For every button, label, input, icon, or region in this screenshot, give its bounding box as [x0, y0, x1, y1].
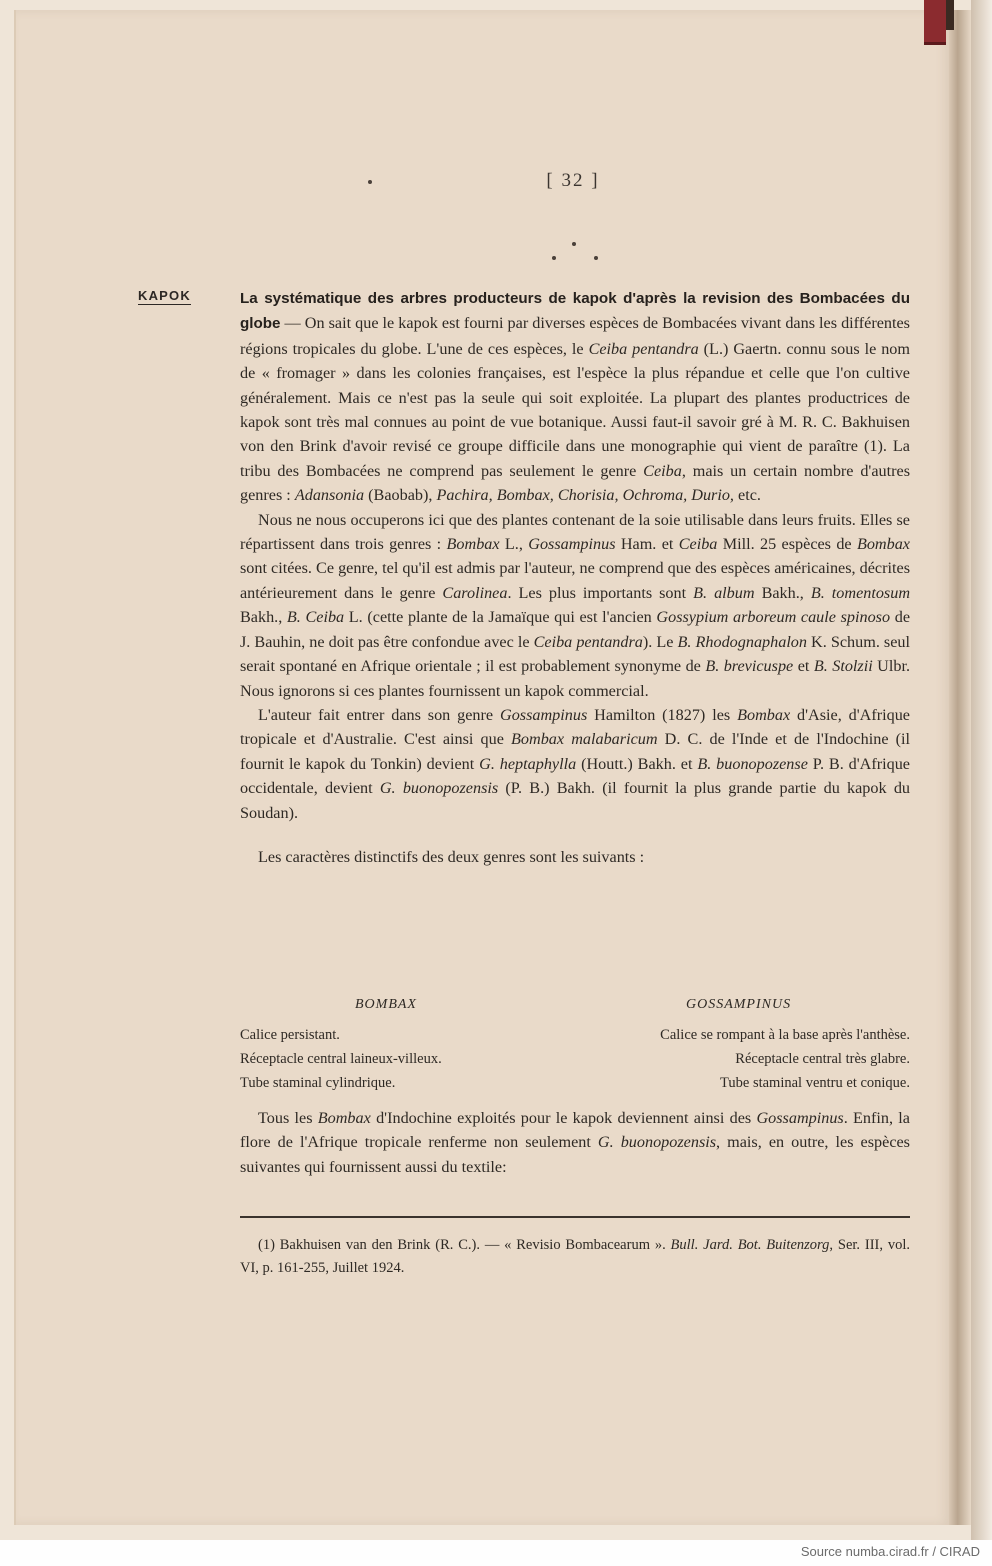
- ornament-dot: [572, 242, 576, 246]
- gossampinus-row: Tube staminal ventru et conique.: [720, 1075, 910, 1091]
- article-heading: La systématique des arbres producteurs de kapok d'après la revision des Bombacées du globe: [240, 290, 910, 333]
- footnote-rule: [240, 1216, 910, 1218]
- bombax-row: Tube staminal cylindrique.: [240, 1075, 396, 1091]
- section-tag: KAPOK: [138, 288, 191, 303]
- page-edge: [949, 10, 971, 1525]
- bookmark-ribbon: [924, 0, 946, 45]
- bookmark-ribbon-shadow: [946, 0, 954, 30]
- ornament-dot: [594, 256, 598, 260]
- bombax-column: [240, 997, 560, 1095]
- bombax-row: Calice persistant.: [240, 1027, 340, 1043]
- source-credit: Source numba.cirad.fr / CIRAD: [800, 1544, 980, 1559]
- article-body: [240, 286, 910, 869]
- book-spine: [971, 0, 992, 1540]
- paragraph-1: La systématique des arbres producteurs de kapok d'après la revision des Bombacées du globe — On sait que le kapok est fourni par diverses espèces de Bombacées vivant dans les différentes régions tropicales du globe. L'une de ces espèces, le Ceiba pentandra (L.) Gaertn. connu sous le nom de « fromager » dans les colonies françaises, est l'espèce la plus répandue et celle que l'on cultive généralement. Mais ce n'est pas la seule qui soit exploitée. La plupart des plantes productrices de kapok sont très mal connues au point de vue botanique. Aussi faut-il savoir gré à M. R. C. Bakhuisen von den Brink d'avoir revisé ce groupe difficile dans une monographie qui vient de paraître (1). La tribu des Bombacées ne comprend pas seulement le genre Ceiba, mais un certain nombre d'autres genres : Adansonia (Baobab), Pachira, Bombax, Chorisia, Ochroma, Durio, etc.: [240, 290, 910, 505]
- page-number: [ 32 ]: [546, 170, 600, 191]
- gossampinus-row: Calice se rompant à la base après l'anthèse.: [660, 1027, 910, 1043]
- paragraph-4: Les caractères distinctifs des deux genres sont les suivants :: [258, 847, 645, 866]
- footnote: [240, 1234, 910, 1280]
- gossampinus-header: GOSSAMPINUS: [686, 997, 792, 1012]
- gossampinus-column: [588, 997, 910, 1095]
- gossampinus-row: Réceptacle central très glabre.: [735, 1051, 910, 1067]
- paragraph-2: Nous ne nous occuperons ici que des plantes contenant de la soie utilisable dans leurs fruits. Elles se répartissent dans trois genres : Bombax L., Gossampinus Ham. et Ceiba Mill. 25 espèces de Bombax sont citées. Ce genre, tel qu'il est admis par l'auteur, ne comprend que des espèces américaines, décrites antérieurement dans le genre Carolinea. Les plus importants sont B. album Bakh., B. tomentosum Bakh., B. Ceiba L. (cette plante de la Jamaïque qui est l'ancien Gossypium arboreum caule spinoso de J. Bauhin, ne doit pas être confondue avec le Ceiba pentandra). Le B. Rhodognaphalon K. Schum. seul serait spontané en Afrique orientale ; il est probablement synonyme de B. brevicuspe et B. Stolzii Ulbr. Nous ignorons si ces plantes fournissent un kapok commercial.: [240, 510, 911, 700]
- paragraph-5: Tous les Bombax d'Indochine exploités pour le kapok deviennent ainsi des Gossampinus. Enfin, la flore de l'Afrique tropicale renferme non seulement G. buonopozensis, mais, en outre, les espèces suivantes qui fournissent aussi du textile:: [240, 1109, 910, 1176]
- bombax-header: BOMBAX: [355, 997, 417, 1012]
- closing-text: [240, 1106, 910, 1179]
- ornament-dot: [552, 256, 556, 260]
- bombax-row: Réceptacle central laineux-villeux.: [240, 1051, 442, 1067]
- ink-speck: [368, 180, 372, 184]
- paragraph-3: L'auteur fait entrer dans son genre Gossampinus Hamilton (1827) les Bombax d'Asie, d'Afrique tropicale et d'Australie. C'est ainsi que Bombax malabaricum D. C. de l'Inde et de l'Indochine (il fournit le kapok du Tonkin) devient G. heptaphylla (Houtt.) Bakh. et B. buonopozense P. B. d'Afrique occidentale, devient G. buonopozensis (P. B.) Bakh. (il fournit la plus grande partie du kapok du Soudan).: [240, 705, 911, 822]
- footnote-text: (1) Bakhuisen van den Brink (R. C.). — « Revisio Bombacearum ». Bull. Jard. Bot. Buitenzorg, Ser. III, vol. VI, p. 161-255, Juillet 1924.: [240, 1237, 910, 1276]
